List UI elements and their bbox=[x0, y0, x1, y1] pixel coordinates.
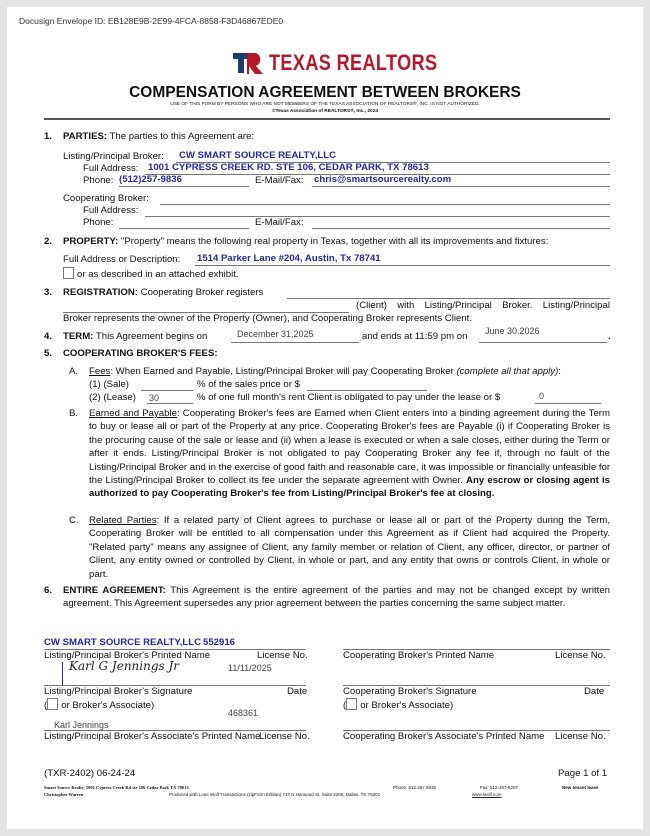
section-number: 6. bbox=[44, 585, 53, 596]
section-number: 3. bbox=[44, 287, 53, 298]
copyright: ©Texas Association of REALTORS®, Inc., 2024 bbox=[271, 109, 379, 114]
earned-payable-text: Earned and Payable: Cooperating Broker's fees are Earned when Client enters into a binding agreement during the Term to buy or lease all or part of the Property at any price. Cooperating Broker's fees are Payable (i) if Cooperating Broker is the procuring cause of the sale or lease and (ii) when a lease is executed or when a sale closes, either during the Term or after it ends. Listing/Principal Broker is not obligated to pay Cooperating Broker any fee if, through no fault of the Listing/Principal Broker and in the exercise of good faith and reasonable care, it was impossible or financially unfeasible for the Listing/Principal Broker to collect its fee under the separate agreement with Owner. Any escrow or closing agent is authorized to pay Cooperating Broker's fee from Listing/Principal Broker's fee at closing. bbox=[89, 408, 611, 500]
signature-marker bbox=[62, 662, 63, 686]
fees-text: Fees: When Earned and Payable, Listing/Principal Broker will pay Cooperating Broker (complete all that apply): bbox=[89, 366, 561, 377]
section-5-heading: COOPERATING BROKER'S FEES: bbox=[63, 348, 218, 359]
date-label: Date bbox=[584, 686, 605, 697]
lease-label: (2) (Lease) bbox=[89, 392, 136, 403]
cooperating-broker-field[interactable] bbox=[160, 204, 610, 205]
section-2-heading: PROPERTY: "Property" means the following real property in Texas, together with all its improvements and fixtures: bbox=[63, 236, 549, 247]
end-date-field[interactable]: June 30.2026 bbox=[485, 326, 540, 336]
listing-phone-field[interactable]: (512)257-9836 bbox=[119, 174, 182, 185]
divider bbox=[44, 118, 610, 120]
listing-email-field[interactable]: chris@smartsourcerealty.com bbox=[314, 174, 452, 185]
section-number: 5. bbox=[44, 348, 53, 359]
section-3-heading: REGISTRATION: Cooperating Broker registers bbox=[63, 287, 264, 298]
subsection-letter: A. bbox=[69, 366, 79, 377]
license-label: License No. bbox=[259, 731, 310, 742]
associate-name-label: Listing/Principal Broker's Associate's Printed Name bbox=[44, 731, 261, 742]
footer-link[interactable]: www.lwolf.com bbox=[472, 792, 502, 797]
cooperating-broker-label: Cooperating Broker: bbox=[63, 193, 149, 204]
footer-agent: Christopher Warren bbox=[44, 792, 84, 797]
related-parties-text: Related Parties: If a related party of Client agrees to purchase or lease all or part of the Property during the Term, Cooperating Broker will be entitled to all compensation under this Agreement as if Client had acquired the Property. "Related party" means any assignee of Client, any family member or relation of Client, any officer, director, or partner of Client, any entity owned or controlled by Client, in whole or part, and any entity that owns or controls Client, in whole or part. bbox=[89, 515, 611, 580]
listing-broker-label: Listing/Principal Broker: bbox=[63, 151, 164, 162]
document-page bbox=[7, 7, 643, 829]
footer-fax: Fax: 512-257-8207 bbox=[480, 785, 519, 790]
lease-percent-field[interactable]: 30 bbox=[149, 393, 160, 403]
associate-name-field[interactable]: Karl Jennings bbox=[54, 720, 109, 730]
footer-office: Smart Source Realty, 1001 Cypress Creek Rd ste 106 Cedar Park TX 78613 bbox=[44, 785, 189, 790]
associate-license-field[interactable]: 468361 bbox=[228, 708, 259, 718]
property-address-label: Full Address or Description: bbox=[63, 254, 181, 265]
section-number: 2. bbox=[44, 236, 53, 247]
cooperating-broker-name-label: Cooperating Broker's Printed Name bbox=[343, 650, 495, 661]
cooperating-email-field[interactable] bbox=[312, 228, 610, 229]
lease-amount-field[interactable]: 0 bbox=[539, 391, 545, 401]
property-address-field[interactable]: 1514 Parker Lane #204, Austin, Tx 78741 bbox=[197, 253, 381, 264]
footer-phone: Phone: 512.257.9836 bbox=[393, 785, 437, 790]
phone-label: Phone: bbox=[83, 175, 114, 186]
client-field[interactable] bbox=[287, 298, 610, 299]
sale-amount-field[interactable] bbox=[307, 390, 427, 391]
form-number: (TXR-2402) 06-24-24 bbox=[44, 768, 136, 779]
notice: USE OF THIS FORM BY PERSONS WHO ARE NOT MEMBERS OF THE TEXAS ASSOCIATION OF REALTORS®, INC. IS NOT AUTHORIZED. bbox=[170, 102, 480, 107]
listing-broker-name-label: Listing/Principal Broker's Printed Name bbox=[44, 650, 211, 661]
term-text: and ends at 11:59 pm on bbox=[362, 331, 468, 342]
sale-percent-field[interactable] bbox=[141, 390, 193, 391]
sale-text: % of the sales price or $ bbox=[197, 379, 300, 390]
exhibit-checkbox[interactable] bbox=[63, 267, 74, 279]
envelope-id: Docusign Envelope ID: EB128E9B-2E99-4FCA-8858-F3D46867EDE0 bbox=[19, 16, 284, 26]
footer-produced: Produced with Lone Wolf Transactions (zipForm Edition) 717 N Harwood St, Suite 2200, Dallas, TX 75201 bbox=[169, 792, 381, 797]
page-number: Page 1 of 1 bbox=[558, 768, 608, 779]
registration-text: (Client) with Listing/Principal Broker. Listing/Principal bbox=[356, 300, 610, 311]
cooperating-associate-name-label: Cooperating Broker's Associate's Printed Name bbox=[343, 731, 545, 742]
date-label: Date bbox=[287, 686, 308, 697]
email-label: E-Mail/Fax: bbox=[255, 217, 304, 228]
entire-agreement-text: ENTIRE AGREEMENT: This Agreement is the entire agreement of the parties and may not be changed except by written agreement. This Agreement supersedes any prior agreement between the parties concerning the same subject matter. bbox=[63, 585, 610, 610]
subsection-letter: B. bbox=[69, 408, 79, 419]
tr-logo-icon bbox=[233, 51, 265, 75]
cooperating-phone-field[interactable] bbox=[119, 228, 249, 229]
listing-broker-signature[interactable]: Karl G Jennings Jr bbox=[69, 659, 180, 673]
page-title: COMPENSATION AGREEMENT BETWEEN BROKERS bbox=[129, 84, 521, 101]
license-label: License No. bbox=[555, 650, 606, 661]
registration-text: Broker represents the owner of the Property (Owner), and Cooperating Broker represents Client. bbox=[63, 313, 472, 324]
address-label: Full Address: bbox=[83, 205, 139, 216]
period: . bbox=[608, 331, 611, 342]
license-label: License No. bbox=[257, 650, 308, 661]
cooperating-associate-checkbox[interactable] bbox=[346, 698, 357, 710]
license-label: License No. bbox=[555, 731, 606, 742]
associate-option: ( or Broker's Associate) bbox=[44, 700, 155, 711]
exhibit-option: or as described in an attached exhibit. bbox=[63, 267, 239, 281]
footer-document-name: New tenant lease bbox=[562, 785, 599, 790]
listing-broker-printed-name-field[interactable]: CW SMART SOURCE REALTY,LLC bbox=[44, 637, 202, 648]
subsection-letter: C. bbox=[69, 515, 79, 526]
begin-date-field[interactable]: December 31,2025 bbox=[237, 329, 314, 339]
lease-text: % of one full month's rent Client is obligated to pay under the lease or $ bbox=[197, 392, 501, 403]
associate-checkbox[interactable] bbox=[47, 698, 58, 710]
section-1-heading: PARTIES: The parties to this Agreement are: bbox=[63, 131, 255, 142]
signature-date-field[interactable]: 11/11/2025 bbox=[228, 663, 272, 673]
cooperating-broker-signature-label: Cooperating Broker's Signature bbox=[343, 686, 477, 697]
listing-broker-license-field[interactable]: 552916 bbox=[203, 637, 236, 648]
section-number: 4. bbox=[44, 331, 53, 342]
email-label: E-Mail/Fax: bbox=[255, 175, 304, 186]
listing-broker-signature-label: Listing/Principal Broker's Signature bbox=[44, 686, 193, 697]
section-4-heading: TERM: This Agreement begins on bbox=[63, 331, 208, 342]
sale-label: (1) (Sale) bbox=[89, 379, 129, 390]
texas-realtors-logo: TEXAS REALTORS bbox=[233, 49, 474, 77]
listing-address-field[interactable]: 1001 CYPRESS CREEK RD. STE 106, CEDAR PARK, TX 78613 bbox=[148, 162, 429, 173]
cooperating-address-field[interactable] bbox=[145, 216, 610, 217]
section-number: 1. bbox=[44, 131, 53, 142]
cooperating-associate-option: ( or Broker's Associate) bbox=[343, 700, 454, 711]
listing-broker-field[interactable]: CW SMART SOURCE REALTY,LLC bbox=[179, 150, 337, 161]
phone-label: Phone: bbox=[83, 217, 114, 228]
address-label: Full Address: bbox=[83, 163, 139, 174]
